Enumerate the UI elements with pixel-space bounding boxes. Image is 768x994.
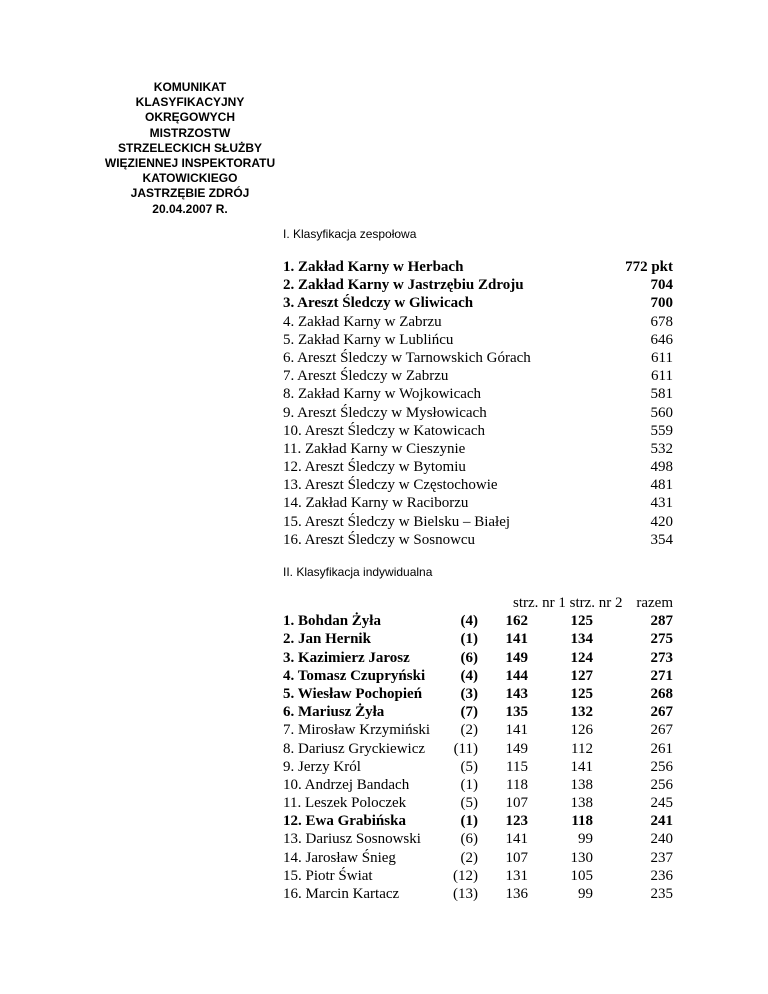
team-row bbox=[283, 294, 673, 312]
total-score: 287 bbox=[650, 613, 673, 630]
group-number: (4) bbox=[460, 667, 478, 684]
table-row bbox=[283, 867, 673, 885]
competitor-name: 4. Tomasz Czupryński bbox=[283, 667, 426, 684]
shot-1-score: 149 bbox=[505, 740, 528, 757]
team-points: 481 bbox=[650, 477, 673, 494]
header-line: OKRĘGOWYCH bbox=[145, 110, 235, 125]
shot-2-score: 118 bbox=[571, 813, 593, 830]
table-row bbox=[283, 630, 673, 648]
competitor-name: 9. Jerzy Król bbox=[283, 758, 361, 775]
individual-section-title: II. Klasyfikacja indywidualna bbox=[283, 565, 433, 579]
shot-2-score: 99 bbox=[578, 886, 593, 902]
shot-1-score: 131 bbox=[505, 867, 528, 884]
team-points: 646 bbox=[650, 331, 673, 348]
group-number: (12) bbox=[453, 867, 478, 884]
team-points: 704 bbox=[650, 277, 673, 294]
total-score: 275 bbox=[650, 631, 673, 648]
table-row bbox=[283, 740, 673, 758]
competitor-name: 14. Jarosław Śnieg bbox=[283, 849, 396, 866]
team-row bbox=[283, 331, 673, 349]
shot-2-score: 99 bbox=[578, 831, 593, 848]
table-row bbox=[283, 703, 673, 721]
group-number: (2) bbox=[460, 722, 478, 739]
team-points: 354 bbox=[650, 531, 673, 548]
table-row bbox=[283, 885, 673, 903]
team-row bbox=[283, 513, 673, 531]
shot-2-score: 130 bbox=[570, 849, 593, 866]
table-row bbox=[283, 794, 673, 812]
table-row bbox=[283, 721, 673, 739]
team-row bbox=[283, 404, 673, 422]
team-row bbox=[283, 258, 673, 276]
individual-classification-table bbox=[283, 594, 673, 903]
header-line: KLASYFIKACYJNY bbox=[135, 95, 245, 110]
team-name: 1. Zakład Karny w Herbach bbox=[283, 259, 464, 275]
individual-rows bbox=[283, 612, 673, 903]
competitor-name: 13. Dariusz Sosnowski bbox=[283, 831, 421, 848]
total-score: 256 bbox=[650, 758, 673, 775]
team-name: 12. Areszt Śledczy w Bytomiu bbox=[283, 459, 466, 476]
competitor-name: 7. Mirosław Krzymiński bbox=[283, 722, 431, 739]
total-score: 237 bbox=[650, 849, 673, 866]
total-score: 267 bbox=[650, 722, 673, 739]
total-score: 267 bbox=[650, 704, 673, 721]
table-row bbox=[283, 849, 673, 867]
team-name: 15. Areszt Śledczy w Bielsku – Białej bbox=[283, 513, 511, 530]
team-row bbox=[283, 349, 673, 367]
document-header bbox=[80, 80, 300, 217]
competitor-name: 3. Kazimierz Jarosz bbox=[283, 649, 410, 666]
team-points: 560 bbox=[650, 404, 673, 421]
header-line: STRZELECKICH SŁUŻBY bbox=[118, 140, 262, 155]
team-section-title: I. Klasyfikacja zespołowa bbox=[283, 227, 417, 241]
total-score: 240 bbox=[650, 831, 673, 848]
group-number: (5) bbox=[460, 795, 478, 812]
table-row bbox=[283, 830, 673, 848]
total-score: 273 bbox=[650, 649, 673, 666]
group-number: (1) bbox=[460, 631, 478, 648]
competitor-name: 1. Bohdan Żyła bbox=[283, 613, 381, 630]
shot-2-score: 138 bbox=[570, 776, 593, 793]
group-number: (3) bbox=[460, 685, 478, 702]
team-points: 611 bbox=[651, 368, 673, 385]
team-row bbox=[283, 313, 673, 331]
team-row bbox=[283, 531, 673, 549]
competitor-name: 16. Marcin Kartacz bbox=[283, 886, 400, 902]
team-points: 772 pkt bbox=[625, 259, 673, 275]
team-row bbox=[283, 458, 673, 476]
table-row bbox=[283, 812, 673, 830]
table-row bbox=[283, 667, 673, 685]
shot-1-score: 149 bbox=[505, 649, 528, 666]
competitor-name: 8. Dariusz Gryckiewicz bbox=[283, 740, 426, 757]
table-row bbox=[283, 758, 673, 776]
table-header-row bbox=[283, 594, 673, 612]
team-name: 5. Zakład Karny w Lublińcu bbox=[283, 331, 454, 348]
team-row bbox=[283, 276, 673, 294]
team-name: 14. Zakład Karny w Raciborzu bbox=[283, 495, 469, 512]
team-name: 16. Areszt Śledczy w Sosnowcu bbox=[283, 531, 476, 548]
shot-2-score: 125 bbox=[570, 685, 593, 702]
shot-2-score: 126 bbox=[570, 722, 593, 739]
group-number: (13) bbox=[453, 886, 478, 902]
team-name: 3. Areszt Śledczy w Gliwicach bbox=[283, 295, 474, 312]
team-points: 678 bbox=[650, 313, 673, 330]
total-score: 271 bbox=[650, 667, 673, 684]
header-line: WIĘZIENNEJ INSPEKTORATU bbox=[104, 156, 276, 171]
header-line: KOMUNIKAT bbox=[153, 80, 227, 94]
shot-1-score: 115 bbox=[506, 758, 528, 775]
table-row bbox=[283, 649, 673, 667]
shot-1-score: 135 bbox=[505, 704, 528, 721]
shot-1-score: 162 bbox=[505, 613, 528, 630]
shot-2-score: 124 bbox=[570, 649, 593, 666]
team-name: 2. Zakład Karny w Jastrzębiu Zdroju bbox=[283, 277, 524, 294]
table-row bbox=[283, 776, 673, 794]
header-line: MISTRZOSTW bbox=[149, 125, 231, 140]
group-number: (1) bbox=[460, 813, 478, 830]
team-points: 700 bbox=[650, 295, 673, 312]
shot-1-score: 118 bbox=[506, 776, 528, 793]
team-name: 13. Areszt Śledczy w Częstochowie bbox=[283, 477, 498, 494]
team-name: 7. Areszt Śledczy w Zabrzu bbox=[283, 368, 449, 385]
shot-2-score: 105 bbox=[570, 867, 593, 884]
shot-1-score: 144 bbox=[505, 667, 528, 684]
group-number: (1) bbox=[460, 776, 478, 793]
group-number: (7) bbox=[460, 704, 478, 721]
team-name: 6. Areszt Śledczy w Tarnowskich Górach bbox=[283, 349, 531, 366]
team-name: 11. Zakład Karny w Cieszynie bbox=[283, 440, 466, 457]
shot-2-score: 132 bbox=[570, 704, 593, 721]
group-number: (5) bbox=[460, 758, 478, 775]
table-row bbox=[283, 685, 673, 703]
competitor-name: 5. Wiesław Pochopień bbox=[283, 685, 423, 702]
header-line: JASTRZĘBIE ZDRÓJ bbox=[130, 186, 250, 201]
team-row bbox=[283, 440, 673, 458]
team-classification-list bbox=[283, 258, 673, 549]
team-points: 431 bbox=[650, 495, 673, 512]
competitor-name: 2. Jan Hernik bbox=[283, 631, 371, 648]
shot-1-score: 143 bbox=[505, 685, 528, 702]
table-row bbox=[283, 612, 673, 630]
shot-1-score: 136 bbox=[505, 886, 528, 902]
shot-1-score: 107 bbox=[505, 849, 528, 866]
shot-2-score: 141 bbox=[570, 758, 593, 775]
shot-2-score: 134 bbox=[570, 631, 593, 648]
shot-1-score: 141 bbox=[505, 722, 528, 739]
group-number: (2) bbox=[460, 849, 478, 866]
competitor-name: 12. Ewa Grabińska bbox=[283, 813, 406, 830]
competitor-name: 10. Andrzej Bandach bbox=[283, 776, 410, 793]
total-score: 268 bbox=[650, 685, 673, 702]
shot-1-score: 123 bbox=[505, 813, 528, 830]
shot-2-score: 127 bbox=[570, 667, 593, 684]
team-row bbox=[283, 476, 673, 494]
team-points: 559 bbox=[650, 422, 673, 439]
team-points: 420 bbox=[650, 513, 673, 530]
group-number: (6) bbox=[460, 649, 478, 666]
team-points: 611 bbox=[651, 349, 673, 366]
shot-2-score: 112 bbox=[571, 740, 593, 757]
team-points: 498 bbox=[650, 459, 673, 476]
team-name: 10. Areszt Śledczy w Katowicach bbox=[283, 422, 486, 439]
shots-column-header: strz. nr 1 strz. nr 2 bbox=[513, 595, 623, 611]
group-number: (11) bbox=[453, 740, 478, 757]
competitor-name: 6. Mariusz Żyła bbox=[283, 704, 385, 721]
shot-1-score: 141 bbox=[505, 631, 528, 648]
team-points: 532 bbox=[650, 440, 673, 457]
team-row bbox=[283, 422, 673, 440]
team-row bbox=[283, 494, 673, 512]
team-name: 8. Zakład Karny w Wojkowicach bbox=[283, 386, 482, 403]
team-name: 9. Areszt Śledczy w Mysłowicach bbox=[283, 404, 487, 421]
total-score: 261 bbox=[650, 740, 673, 757]
shot-1-score: 141 bbox=[505, 831, 528, 848]
total-column-header: razem bbox=[636, 595, 673, 611]
competitor-name: 15. Piotr Świat bbox=[283, 867, 373, 884]
team-name: 4. Zakład Karny w Zabrzu bbox=[283, 313, 442, 330]
group-number: (4) bbox=[460, 613, 478, 630]
shot-1-score: 107 bbox=[505, 795, 528, 812]
header-date: 20.04.2007 R. bbox=[152, 201, 228, 216]
total-score: 235 bbox=[650, 886, 673, 902]
competitor-name: 11. Leszek Poloczek bbox=[283, 795, 407, 812]
total-score: 245 bbox=[650, 795, 673, 812]
shot-2-score: 138 bbox=[570, 795, 593, 812]
total-score: 241 bbox=[650, 813, 673, 830]
header-line: KATOWICKIEGO bbox=[142, 171, 238, 186]
total-score: 236 bbox=[650, 867, 673, 884]
group-number: (6) bbox=[460, 831, 478, 848]
shot-2-score: 125 bbox=[570, 613, 593, 630]
team-row bbox=[283, 367, 673, 385]
team-row bbox=[283, 385, 673, 403]
total-score: 256 bbox=[650, 776, 673, 793]
team-points: 581 bbox=[650, 386, 673, 403]
